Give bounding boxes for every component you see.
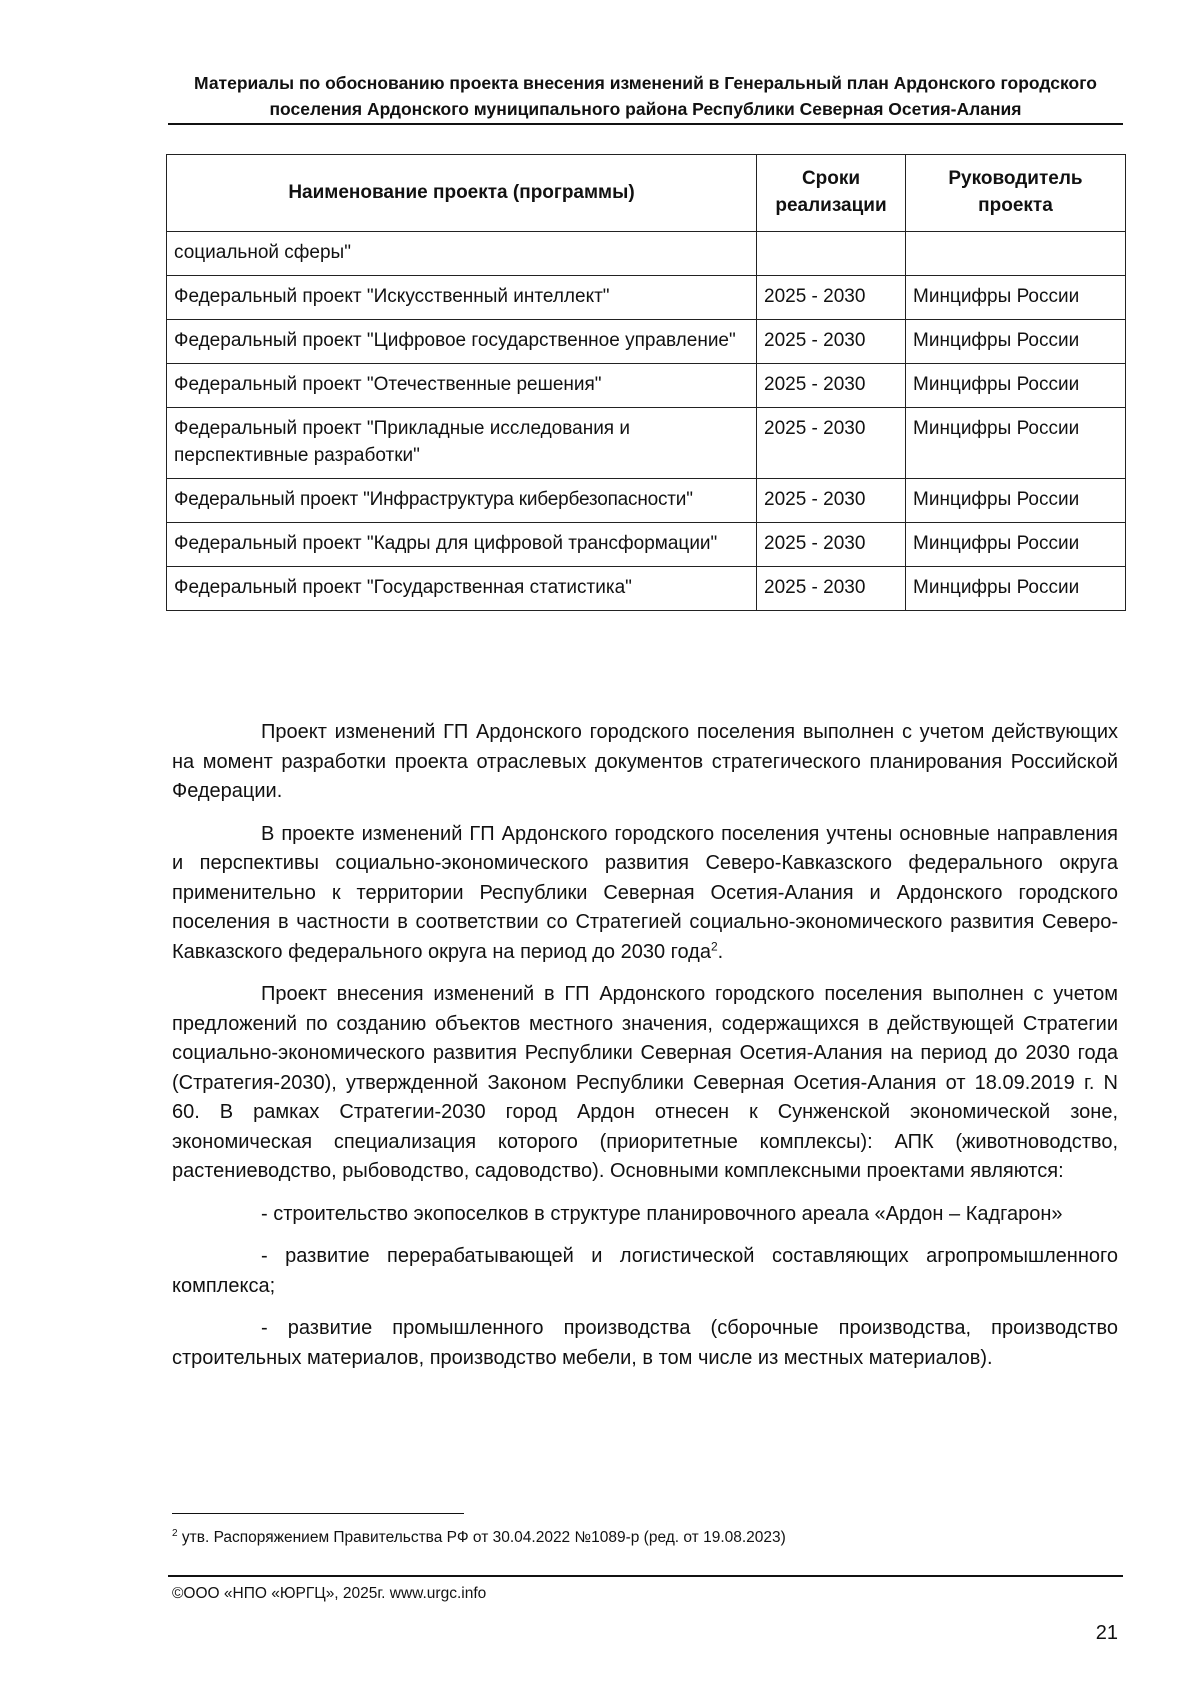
table-row: [167, 523, 1126, 567]
cell-leader: [906, 232, 1126, 276]
column-header-period: Сроки реализации: [757, 155, 906, 232]
table-row: [167, 232, 1126, 276]
header-line-2: поселения Ардонского муниципального района Республики Северная Осетия-Алания: [269, 99, 1022, 119]
table-row: [167, 479, 1126, 523]
table-row: [167, 320, 1126, 364]
footnote-reference[interactable]: 2: [710, 938, 718, 953]
cell-period: 2025 - 2030: [757, 479, 906, 523]
column-header-name: Наименование проекта (программы): [167, 155, 757, 232]
body-text: [172, 718, 1118, 1386]
footer-copyright: ©ООО «НПО «ЮРГЦ», 2025г. www.urgc.info: [172, 1585, 487, 1602]
cell-period: 2025 - 2030: [757, 567, 906, 611]
projects-table: [166, 154, 1126, 611]
cell-project-name: Федеральный проект "Искусственный интеллект": [167, 276, 757, 320]
cell-period: [757, 232, 906, 276]
paragraph: Проект внесения изменений в ГП Ардонского городского поселения выполнен с учетом предложений по созданию объектов местного значения, содержащихся в действующей Стратегии социально-экономического развития Республики Северная Осетия-Алания на период до 2030 года (Стратегия-2030), утвержденной Законом Республики Северная Осетия-Алания от 18.09.2019 г. N 60. В рамках Стратегии-2030 город Ардон отнесен к Сунженской экономической зоне, экономическая специализация которого (приоритетные комплексы): АПК (животноводство, растениеводство, рыбоводство, садоводство). Основными комплексными проектами являются:: [172, 983, 1118, 1182]
footnote-text: утв. Распоряжением Правительства РФ от 30.04.2022 №1089-р (ред. от 19.08.2023): [177, 1529, 786, 1547]
cell-period: 2025 - 2030: [757, 276, 906, 320]
cell-project-name: Федеральный проект "Кадры для цифровой трансформации": [167, 523, 757, 567]
list-item: - развитие промышленного производства (сборочные производства, производство строительных материалов, производство мебели, в том числе из местных материалов).: [172, 1317, 1118, 1369]
cell-leader: Минцифры России: [906, 320, 1126, 364]
table-row: [167, 408, 1126, 479]
paragraph-end: .: [717, 940, 724, 963]
cell-project-name: Федеральный проект "Отечественные решения": [167, 364, 757, 408]
cell-leader: Минцифры России: [906, 523, 1126, 567]
column-header-leader: Руководитель проекта: [906, 155, 1126, 232]
footnote: [172, 1523, 1118, 1549]
paragraph-text: В проекте изменений ГП Ардонского городского поселения учтены основные направления и перспективы социально-экономического развития Северо-Кавказского федерального округа применительно к территории Республики Северная Осетия-Алания и Ардонского городского поселения в частности в соответствии со Стратегией социально-экономического развития Северо-Кавказского федерального округа на период до 2030 года: [172, 822, 1118, 963]
table-header-row: [167, 155, 1126, 232]
cell-leader: Минцифры России: [906, 479, 1126, 523]
table-row: [167, 567, 1126, 611]
cell-project-name: социальной сферы": [167, 232, 757, 276]
cell-project-name: Федеральный проект "Государственная статистика": [167, 567, 757, 611]
cell-period: 2025 - 2030: [757, 523, 906, 567]
header-divider: [168, 123, 1123, 125]
cell-leader: Минцифры России: [906, 408, 1126, 479]
header-line-1: Материалы по обоснованию проекта внесения изменений в Генеральный план Ардонского городского: [194, 73, 1097, 93]
paragraph: [172, 820, 1118, 968]
cell-period: 2025 - 2030: [757, 408, 906, 479]
cell-project-name: Федеральный проект "Прикладные исследования и перспективные разработки": [167, 408, 757, 479]
page-header: [168, 70, 1123, 122]
footnote-divider: [172, 1513, 464, 1514]
paragraph: Проект изменений ГП Ардонского городского поселения выполнен с учетом действующих на момент разработки проекта отраслевых документов стратегического планирования Российской Федерации.: [172, 721, 1118, 802]
list-item: - строительство экопоселков в структуре планировочного ареала «Ардон – Кадгарон»: [261, 1202, 1063, 1225]
cell-leader: Минцифры России: [906, 364, 1126, 408]
cell-project-name: Федеральный проект "Инфраструктура кибербезопасности": [167, 479, 757, 523]
cell-project-name: Федеральный проект "Цифровое государственное управление": [167, 320, 757, 364]
list-item: - развитие перерабатывающей и логистической составляющих агропромышленного комплекса;: [172, 1245, 1118, 1297]
footnote-number: 2: [172, 1528, 178, 1539]
table-row: [167, 276, 1126, 320]
cell-period: 2025 - 2030: [757, 320, 906, 364]
table-row: [167, 364, 1126, 408]
cell-period: 2025 - 2030: [757, 364, 906, 408]
cell-leader: Минцифры России: [906, 567, 1126, 611]
page-number: 21: [1095, 1622, 1118, 1644]
footer-divider: [168, 1575, 1123, 1577]
cell-leader: Минцифры России: [906, 276, 1126, 320]
